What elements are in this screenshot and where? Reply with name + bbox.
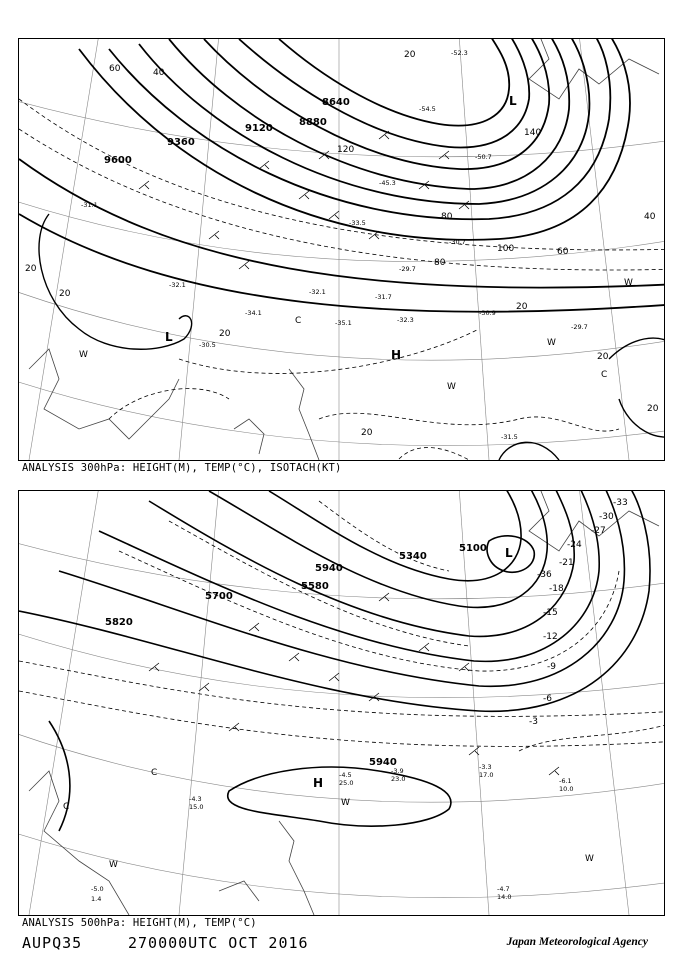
- obs-temp: -54.5: [419, 105, 436, 113]
- isotach-label: 80: [441, 212, 453, 222]
- isotach-label: 20: [361, 428, 373, 438]
- obs-value: -6.1: [559, 777, 572, 785]
- height-label: 5100: [459, 543, 487, 554]
- isotach-label: 20: [516, 302, 528, 312]
- cold-symbol: C: [151, 768, 158, 778]
- low-symbol: L: [165, 330, 173, 344]
- isotach-label: 120: [337, 145, 355, 155]
- obs-temp: -31.1: [81, 201, 98, 209]
- obs-temp: -32.1: [309, 288, 326, 296]
- obs-value: -3.9: [391, 767, 404, 775]
- obs-temp: -29.7: [571, 323, 588, 331]
- isotherm-label: -24: [567, 540, 582, 550]
- cold-symbol: C: [295, 316, 302, 326]
- isotherm-label: -33: [613, 498, 628, 508]
- warm-symbol: W: [341, 798, 350, 808]
- low-symbol: L: [505, 546, 513, 560]
- obs-temp: -32.1: [169, 281, 186, 289]
- obs-temp: -31.7: [375, 293, 392, 301]
- obs-value: 1.4: [91, 895, 102, 903]
- obs-value: 10.0: [559, 785, 574, 793]
- isotherm-label: -30: [599, 512, 614, 522]
- isotherm-label: -36: [537, 570, 552, 580]
- obs-temp: -52.3: [451, 49, 468, 57]
- obs-value: -5.0: [91, 885, 104, 893]
- height-label: 5820: [105, 617, 133, 628]
- obs-value: -4.7: [497, 885, 510, 893]
- warm-symbol: W: [547, 338, 556, 348]
- obs-temp: -30.7: [449, 238, 466, 246]
- obs-temp: -31.5: [501, 433, 518, 441]
- isotherm-label: -6: [543, 694, 552, 704]
- height-label: 5340: [399, 551, 427, 562]
- obs-temp: -30.9: [479, 309, 496, 317]
- obs-value: 14.0: [497, 893, 512, 901]
- obs-temp: -50.7: [475, 153, 492, 161]
- isotherm-label: -9: [547, 662, 556, 672]
- height-labels-300: [104, 97, 350, 166]
- map-500hpa-canvas: [19, 491, 664, 915]
- isotherm-label: -18: [549, 584, 564, 594]
- analysis-datetime: 270000UTC OCT 2016: [128, 934, 309, 952]
- pressure-symbols-500: [63, 546, 594, 870]
- obs-value: -3.3: [479, 763, 492, 771]
- isotach-label: 100: [497, 244, 515, 254]
- obs-temp: -32.3: [397, 316, 414, 324]
- isotach-label: 40: [644, 212, 656, 222]
- caption-500hpa: ANALYSIS 500hPa: HEIGHT(M), TEMP(°C): [22, 917, 257, 929]
- caption-300hpa: ANALYSIS 300hPa: HEIGHT(M), TEMP(°C), ISOTACH(KT): [22, 462, 342, 474]
- isotach-label: 140: [524, 128, 542, 138]
- isotach-label: 40: [153, 68, 165, 78]
- height-contours-500: [19, 491, 650, 831]
- obs-temp: -30.5: [199, 341, 216, 349]
- high-symbol: H: [313, 776, 324, 790]
- obs-value: -4.3: [189, 795, 202, 803]
- height-label: 5700: [205, 591, 233, 602]
- height-label: 9600: [104, 155, 132, 166]
- height-contours-300: [19, 39, 664, 312]
- isotach-label: 80: [434, 258, 446, 268]
- isotach-label: 20: [219, 329, 231, 339]
- height-label: 5940: [315, 563, 343, 574]
- height-label: 9360: [167, 137, 195, 148]
- isotherm-label: -15: [543, 608, 558, 618]
- analysis-300hpa-map: [18, 38, 665, 461]
- low-symbol: L: [509, 94, 517, 108]
- isotherm-label: -27: [591, 526, 606, 536]
- isotach-label: 20: [647, 404, 659, 414]
- height-label: 8640: [322, 97, 350, 108]
- obs-value: 15.0: [189, 803, 204, 811]
- isotach-label: 20: [25, 264, 37, 274]
- isotach-label: 60: [109, 64, 121, 74]
- height-label: 8880: [299, 117, 327, 128]
- map-300hpa-canvas: [19, 39, 664, 460]
- agency-credit: Japan Meteorological Agency: [506, 936, 648, 948]
- obs-temp: -33.5: [349, 219, 366, 227]
- obs-labels-500: [91, 763, 573, 903]
- isotach-label: 60: [557, 247, 569, 257]
- isotherm-label: -3: [529, 717, 538, 727]
- obs-value: -4.5: [339, 771, 352, 779]
- isotherm-labels-500: [529, 498, 628, 727]
- coastlines-500: [29, 491, 659, 915]
- chart-code: AUPQ35: [22, 934, 83, 952]
- isotach-label: 20: [59, 289, 71, 299]
- high-symbol: H: [391, 348, 402, 362]
- isotherm-label: -12: [543, 632, 558, 642]
- height-label: 5940: [369, 757, 397, 768]
- obs-value: 25.0: [339, 779, 354, 787]
- graticule-500: [19, 491, 664, 915]
- cold-symbol: C: [601, 370, 608, 380]
- warm-symbol: W: [585, 854, 594, 864]
- cold-symbol: C: [63, 802, 70, 812]
- wind-barbs-500: [149, 593, 559, 775]
- obs-temp: -45.3: [379, 179, 396, 187]
- obs-temp: -29.7: [399, 265, 416, 273]
- isotach-label: 20: [404, 50, 416, 60]
- isotherm-label: -21: [559, 558, 574, 568]
- height-label: 9120: [245, 123, 273, 134]
- obs-value: 17.0: [479, 771, 494, 779]
- isotach-labels-300: [25, 50, 659, 438]
- warm-symbol: W: [447, 382, 456, 392]
- obs-temp: -35.1: [335, 319, 352, 327]
- warm-symbol: W: [624, 278, 633, 288]
- warm-symbol: W: [109, 860, 118, 870]
- height-label: 5580: [301, 581, 329, 592]
- analysis-500hpa-map: [18, 490, 665, 916]
- obs-value: 23.0: [391, 775, 406, 783]
- warm-symbol: W: [79, 350, 88, 360]
- isotach-label: 20: [597, 352, 609, 362]
- obs-temp: -34.1: [245, 309, 262, 317]
